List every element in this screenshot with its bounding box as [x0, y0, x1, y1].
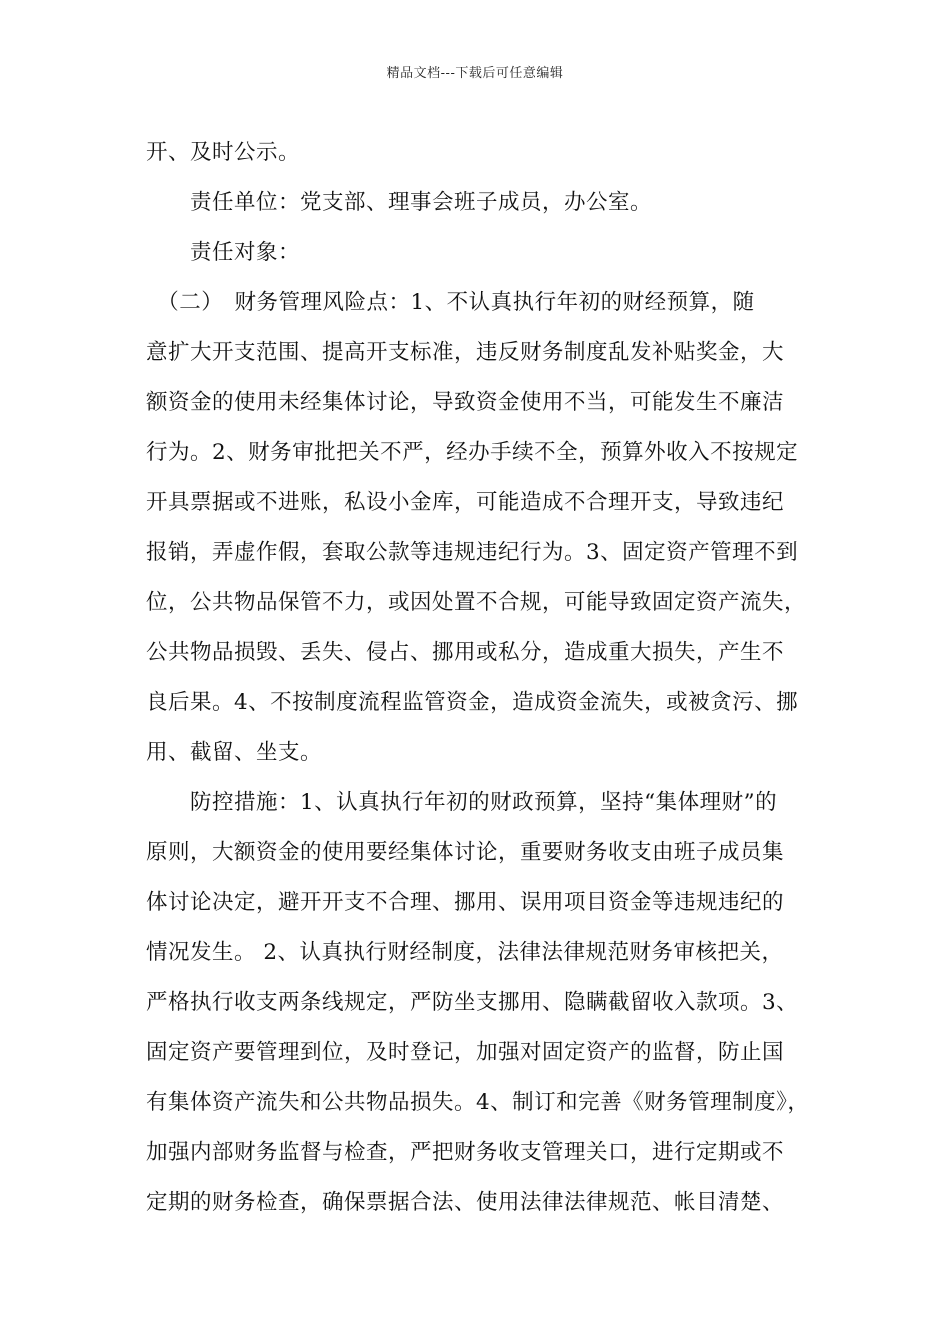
text-line: 定期的财务检查，确保票据合法、使用法律法律规范、帐目清楚、 [146, 1190, 785, 1215]
text-line: 有集体资产流失和公共物品损失。4、制订和完善《财务管理制度》， [146, 1090, 810, 1115]
page-header: 精品文档---下载后可任意编辑 [386, 66, 564, 81]
text-line: 开具票据或不进账，私设小金库，可能造成不合理开支，导致违纪 [146, 490, 785, 515]
text-line: 行为。2、财务审批把关不严，经办手续不全，预算外收入不按规定 [146, 440, 799, 465]
text-line: 情况发生。 2、认真执行财经制度，法律法律规范财务审核把关， [146, 940, 784, 965]
text-line: 额资金的使用未经集体讨论，导致资金使用不当，可能发生不廉洁 [146, 390, 785, 415]
text-line: 公共物品损毁、丢失、侵占、挪用或私分，造成重大损失，产生不 [146, 640, 785, 665]
text-line: 体讨论决定，避开开支不合理、挪用、误用项目资金等违规违纪的 [146, 890, 785, 915]
text-line: 意扩大开支范围、提高开支标准，违反财务制度乱发补贴奖金，大 [146, 340, 785, 365]
text-line: 防控措施：1、认真执行年初的财政预算，坚持“集体理财”的 [146, 790, 778, 815]
text-line: 加强内部财务监督与检查，严把财务收支管理关口，进行定期或不 [146, 1140, 785, 1165]
text-line: 良后果。4、不按制度流程监管资金，造成资金流失，或被贪污、挪 [146, 690, 799, 715]
text-line: 责任对象： [146, 240, 301, 265]
text-line: 固定资产要管理到位，及时登记，加强对固定资产的监督，防止国 [146, 1040, 785, 1065]
text-line: 开、及时公示。 [146, 140, 301, 165]
text-line: 位，公共物品保管不力，或因处置不合规，可能导致固定资产流失， [146, 590, 807, 615]
text-line: 责任单位：党支部、理事会班子成员，办公室。 [146, 190, 653, 215]
text-line: 严格执行收支两条线规定，严防坐支挪用、隐瞒截留收入款项。3、 [146, 990, 799, 1015]
text-line: 用、截留、坐支。 [146, 740, 323, 765]
text-line: 报销，弄虚作假，套取公款等违规违纪行为。3、固定资产管理不到 [146, 540, 799, 565]
text-line: （二） 财务管理风险点：1、不认真执行年初的财经预算，随 [146, 290, 755, 315]
text-line: 原则，大额资金的使用要经集体讨论，重要财务收支由班子成员集 [146, 840, 785, 865]
